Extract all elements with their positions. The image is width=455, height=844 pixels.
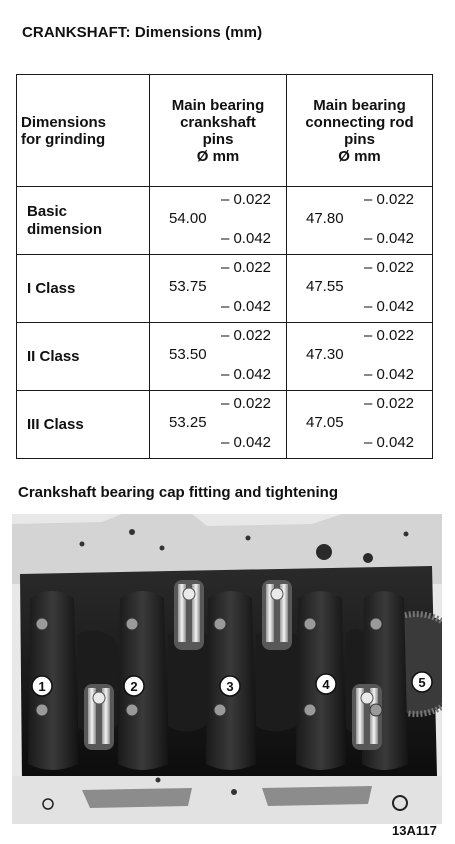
crankshaft-bearing-caps-photo — [12, 514, 442, 824]
callout-1 — [32, 676, 52, 696]
oil-hole — [80, 542, 85, 547]
oil-hole — [404, 532, 409, 537]
row-label-line: III Class — [27, 415, 84, 433]
upper-tolerance: – 0.022 — [220, 190, 271, 208]
rod-pin-value-cell — [287, 391, 433, 459]
figure-reference-code: 13A117 — [392, 823, 437, 838]
page-title: CRANKSHAFT: Dimensions (mm) — [22, 24, 263, 41]
table-row — [17, 255, 433, 323]
lower-tolerance: – 0.042 — [363, 365, 414, 383]
callout-4 — [316, 674, 336, 694]
header-line: pins — [202, 130, 234, 148]
nominal-diameter: 47.05 — [306, 413, 344, 431]
oil-hole — [129, 529, 135, 535]
table-header-row — [17, 75, 433, 187]
oil-hole — [246, 536, 251, 541]
callout-3 — [220, 676, 240, 696]
header-line: Dimensions — [21, 113, 107, 131]
crank-pin-value-cell — [150, 255, 287, 323]
table-row — [17, 323, 433, 391]
nominal-diameter: 47.80 — [306, 209, 344, 227]
dimensions-table — [16, 74, 433, 459]
lower-tolerance: – 0.042 — [220, 433, 271, 451]
row-label-line: I Class — [27, 279, 76, 297]
callout-number: 1 — [38, 679, 46, 694]
header-crankshaft-pins — [150, 75, 287, 187]
nominal-diameter: 47.55 — [306, 277, 344, 295]
nominal-diameter: 53.25 — [169, 413, 207, 431]
header-line: Ø mm — [196, 147, 240, 165]
lower-tolerance: – 0.042 — [220, 365, 271, 383]
upper-tolerance: – 0.022 — [363, 258, 414, 276]
callout-5 — [412, 672, 432, 692]
header-line: Main bearing — [313, 96, 406, 114]
upper-tolerance: – 0.022 — [363, 326, 414, 344]
upper-tolerance: – 0.022 — [220, 394, 271, 412]
header-dimensions-for-grinding — [17, 75, 150, 187]
header-connecting-rod-pins — [287, 75, 433, 187]
lower-tolerance: – 0.042 — [363, 297, 414, 315]
row-label — [17, 391, 150, 459]
callout-number: 5 — [418, 675, 426, 690]
callout-number: 2 — [130, 679, 138, 694]
row-label-line: Basic — [27, 202, 68, 220]
crank-pin-value-cell — [150, 187, 287, 255]
table-row — [17, 391, 433, 459]
sump-flange — [262, 786, 372, 806]
row-label-line: dimension — [27, 220, 103, 238]
oil-hole — [160, 546, 165, 551]
row-label — [17, 255, 150, 323]
lower-tolerance: – 0.042 — [363, 229, 414, 247]
lower-tolerance: – 0.042 — [220, 297, 271, 315]
crank-pin-value-cell — [150, 323, 287, 391]
nominal-diameter: 47.30 — [306, 345, 344, 363]
oil-hole — [156, 778, 161, 783]
header-line: connecting rod — [305, 113, 414, 131]
row-label — [17, 323, 150, 391]
lower-tolerance: – 0.042 — [363, 433, 414, 451]
header-line: for grinding — [21, 130, 106, 148]
nominal-diameter: 54.00 — [169, 209, 207, 227]
row-label-line: II Class — [27, 347, 80, 365]
nominal-diameter: 53.50 — [169, 345, 207, 363]
upper-tolerance: – 0.022 — [363, 394, 414, 412]
lower-surface — [12, 776, 442, 824]
oil-hole — [231, 789, 237, 795]
rod-pin-value-cell — [287, 323, 433, 391]
lower-tolerance: – 0.042 — [220, 229, 271, 247]
callout-number: 4 — [322, 677, 330, 692]
callout-2 — [124, 676, 144, 696]
rod-pin-value-cell — [287, 255, 433, 323]
figure-caption: Crankshaft bearing cap fitting and tightening — [18, 484, 339, 501]
header-line: pins — [344, 130, 375, 148]
header-line: Main bearing — [171, 96, 265, 114]
nominal-diameter: 53.75 — [169, 277, 207, 295]
header-line: Ø mm — [338, 147, 381, 165]
upper-tolerance: – 0.022 — [220, 326, 271, 344]
table-row — [17, 187, 433, 255]
sump-flange — [82, 788, 192, 808]
row-label — [17, 187, 150, 255]
oil-hole — [363, 553, 373, 563]
rod-pin-value-cell — [287, 187, 433, 255]
upper-tolerance: – 0.022 — [220, 258, 271, 276]
callout-number: 3 — [226, 679, 234, 694]
oil-hole — [316, 544, 332, 560]
crank-pin-value-cell — [150, 391, 287, 459]
header-line: crankshaft — [180, 113, 256, 131]
upper-tolerance: – 0.022 — [363, 190, 414, 208]
